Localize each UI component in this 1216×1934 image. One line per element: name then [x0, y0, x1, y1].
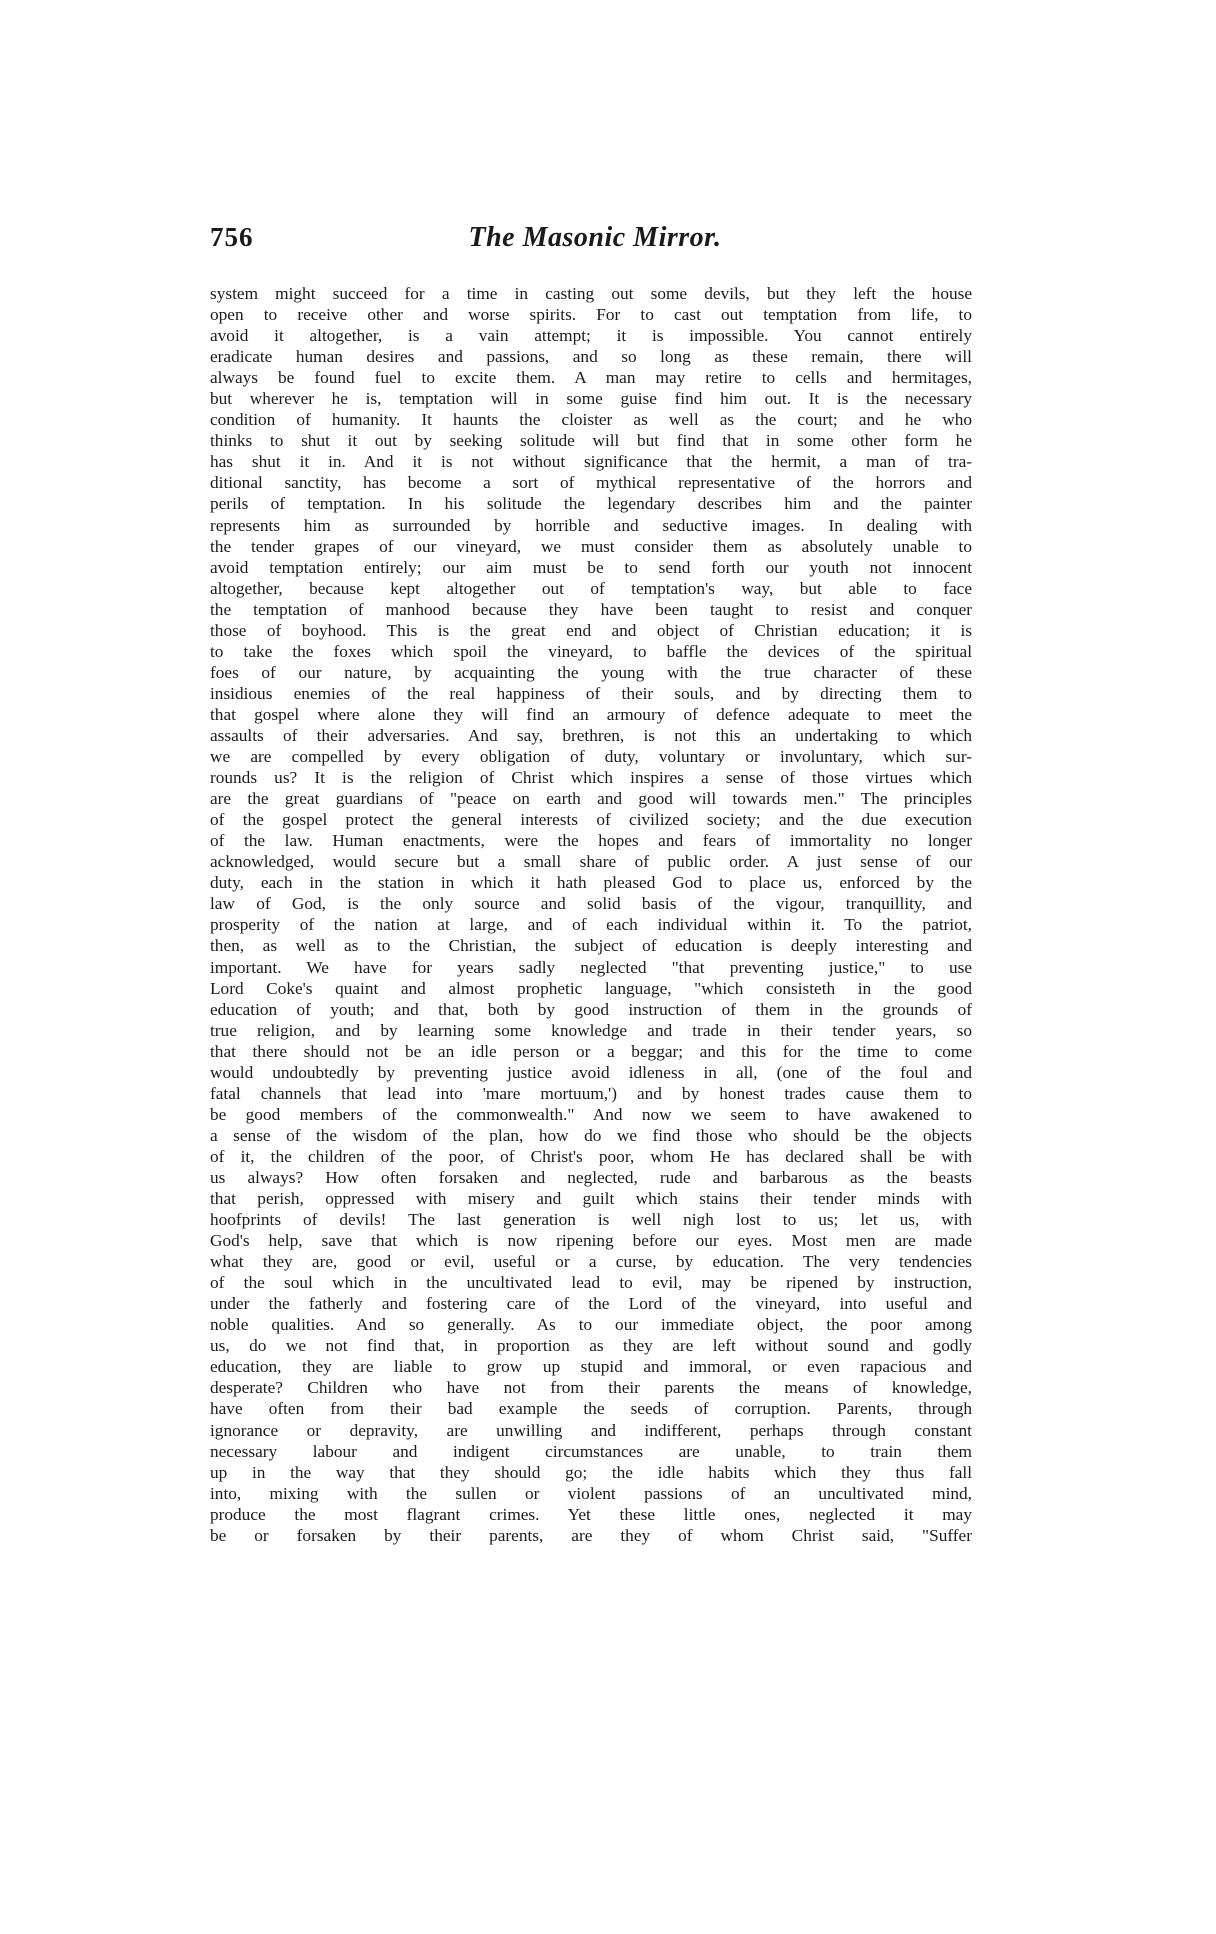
text-line: into, mixing with the sullen or violent passions of an uncultivated mind, [210, 1483, 972, 1503]
text-line: represents him as surrounded by horrible and seductive images. In dealing with [210, 515, 972, 535]
text-line: us, do we not find that, in proportion as they are left without sound and godly [210, 1336, 972, 1356]
text-line: a sense of the wisdom of the plan, how do we find those who should be the objects [210, 1125, 972, 1145]
text-line: acknowledged, would secure but a small share of public order. A just sense of our [210, 852, 972, 872]
text-line: eradicate human desires and passions, and so long as these remain, there will [210, 347, 972, 367]
text-line: produce the most flagrant crimes. Yet these little ones, neglected it may [210, 1504, 972, 1524]
text-line: we are compelled by every obligation of duty, voluntary or involuntary, which sur- [210, 747, 972, 767]
text-line: desperate? Children who have not from their parents the means of knowledge, [210, 1378, 972, 1398]
text-line: would undoubtedly by preventing justice avoid idleness in all, (one of the foul and [210, 1062, 972, 1082]
text-line: under the fatherly and fostering care of the Lord of the vineyard, into useful and [210, 1294, 972, 1314]
text-line: God's help, save that which is now ripening before our eyes. Most men are made [210, 1231, 972, 1251]
text-line: that there should not be an idle person or a beggar; and this for the time to come [210, 1041, 972, 1061]
text-line: those of boyhood. This is the great end and object of Christian education; it is [210, 620, 972, 640]
text-line: the temptation of manhood because they have been taught to resist and conquer [210, 599, 972, 619]
text-line: of the soul which in the uncultivated lead to evil, may be ripened by instruction, [210, 1273, 972, 1293]
text-line: law of God, is the only source and solid basis of the vigour, tranquillity, and [210, 894, 972, 914]
text-line: of it, the children of the poor, of Christ's poor, whom He has declared shall be with [210, 1146, 972, 1166]
text-line: of the law. Human enactments, were the hopes and fears of immortality no longer [210, 831, 972, 851]
text-line: ignorance or depravity, are unwilling and indifferent, perhaps through constant [210, 1420, 972, 1440]
text-line: assaults of their adversaries. And say, brethren, is not this an undertaking to which [210, 725, 972, 745]
body-text [210, 283, 972, 1546]
text-line: Lord Coke's quaint and almost prophetic language, "which consisteth in the good [210, 978, 972, 998]
text-line: are the great guardians of "peace on earth and good will towards men." The principles [210, 789, 972, 809]
text-line: but wherever he is, temptation will in some guise find him out. It is the necessary [210, 389, 972, 409]
text-line: open to receive other and worse spirits. For to cast out temptation from life, to [210, 305, 972, 325]
text-line: necessary labour and indigent circumstances are unable, to train them [210, 1441, 972, 1461]
text-line: true religion, and by learning some knowledge and trade in their tender years, so [210, 1020, 972, 1040]
text-line: prosperity of the nation at large, and of each individual within it. To the patriot, [210, 915, 972, 935]
text-line: be or forsaken by their parents, are they of whom Christ said, "Suffer [210, 1525, 972, 1545]
text-line: always be found fuel to excite them. A man may retire to cells and hermitages, [210, 368, 972, 388]
text-line: the tender grapes of our vineyard, we must consider them as absolutely unable to [210, 536, 972, 556]
text-line: fatal channels that lead into 'mare mortuum,') and by honest trades cause them to [210, 1083, 972, 1103]
text-line: to take the foxes which spoil the vineyard, to baffle the devices of the spiritual [210, 641, 972, 661]
text-line: us always? How often forsaken and neglected, rude and barbarous as the beasts [210, 1167, 972, 1187]
text-line: noble qualities. And so generally. As to our immediate object, the poor among [210, 1315, 972, 1335]
text-line: condition of humanity. It haunts the cloister as well as the court; and he who [210, 410, 972, 430]
page-header [210, 222, 980, 262]
text-line: system might succeed for a time in casting out some devils, but they left the house [210, 284, 972, 303]
text-line: of the gospel protect the general interests of civilized society; and the due execution [210, 810, 972, 830]
text-line: what they are, good or evil, useful or a curse, by education. The very tendencies [210, 1252, 972, 1272]
text-line: that gospel where alone they will find an armoury of defence adequate to meet the [210, 704, 972, 724]
text-line: then, as well as to the Christian, the subject of education is deeply interesting and [210, 936, 972, 956]
text-line: altogether, because kept altogether out of temptation's way, but able to face [210, 578, 972, 598]
text-line: important. We have for years sadly neglected "that preventing justice," to use [210, 957, 972, 977]
text-line: ditional sanctity, has become a sort of mythical representative of the horrors and [210, 473, 972, 493]
text-line: up in the way that they should go; the idle habits which they thus fall [210, 1462, 972, 1482]
text-line: that perish, oppressed with misery and guilt which stains their tender minds with [210, 1189, 972, 1209]
text-line: has shut it in. And it is not without significance that the hermit, a man of tra- [210, 452, 972, 472]
text-line: hoofprints of devils! The last generation is well nigh lost to us; let us, with [210, 1210, 972, 1230]
text-line: rounds us? It is the religion of Christ which inspires a sense of those virtues which [210, 768, 972, 788]
page-number: 756 [210, 222, 254, 252]
text-line: be good members of the commonwealth." And now we seem to have awakened to [210, 1104, 972, 1124]
text-line: have often from their bad example the seeds of corruption. Parents, through [210, 1399, 972, 1419]
text-line: thinks to shut it out by seeking solitude will but find that in some other form he [210, 431, 972, 451]
text-line: avoid it altogether, is a vain attempt; it is impossible. You cannot entirely [210, 326, 972, 346]
text-line: education of youth; and that, both by good instruction of them in the grounds of [210, 999, 972, 1019]
text-line: duty, each in the station in which it hath pleased God to place us, enforced by the [210, 873, 972, 893]
running-title: The Masonic Mirror. [468, 222, 722, 253]
text-line: education, they are liable to grow up stupid and immoral, or even rapacious and [210, 1357, 972, 1377]
text-line: perils of temptation. In his solitude the legendary describes him and the painter [210, 494, 972, 514]
text-line: insidious enemies of the real happiness of their souls, and by directing them to [210, 683, 972, 703]
text-line: foes of our nature, by acquainting the young with the true character of these [210, 662, 972, 682]
text-line: avoid temptation entirely; our aim must be to send forth our youth not innocent [210, 557, 972, 577]
